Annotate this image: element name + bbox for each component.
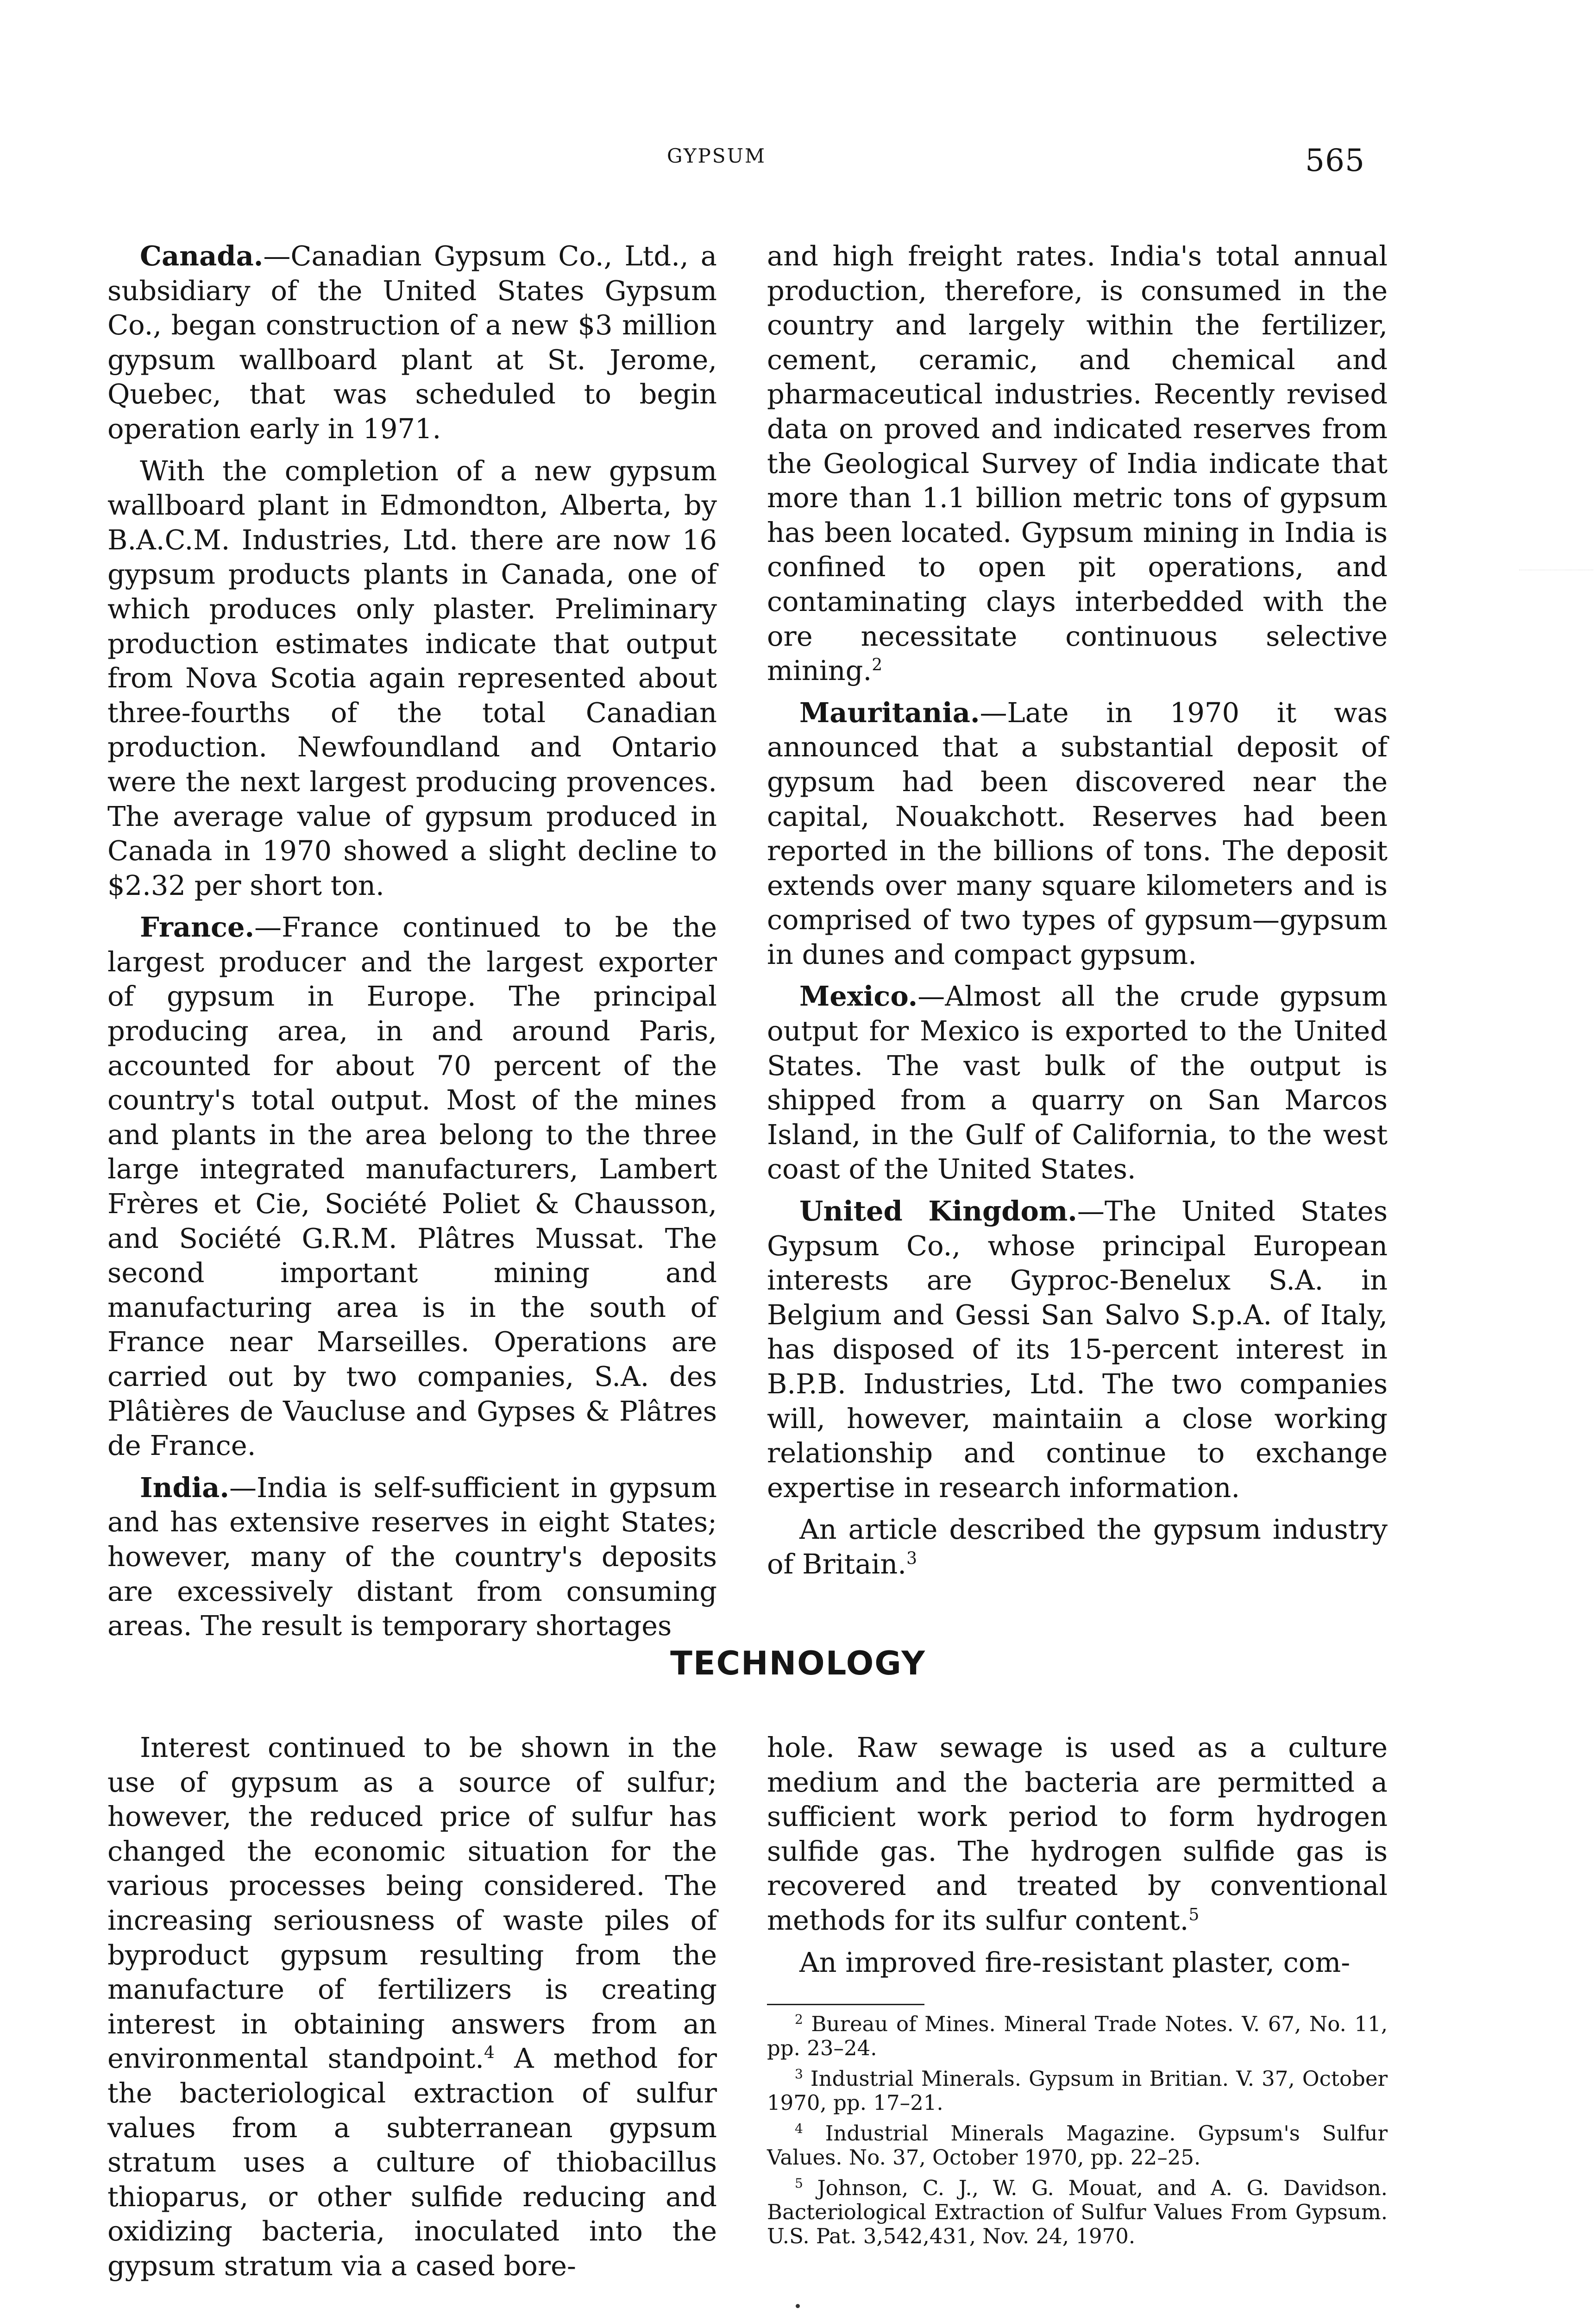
footnotes <box>767 2012 1388 2255</box>
footnote-item <box>767 2176 1388 2248</box>
footnote-ref-4: 4 <box>484 2043 495 2063</box>
paragraph-united-kingdom <box>767 1194 1388 1505</box>
britain-article-text: An article described the gypsum industry of Britain. <box>767 1513 1388 1580</box>
country-heading-mauritania: Mauritania. <box>799 696 980 729</box>
print-speck <box>796 2304 800 2308</box>
paragraph-technology-fire-plaster: An improved fire-resistant plaster, com- <box>799 1946 1351 1978</box>
running-head: GYPSUM <box>667 145 766 167</box>
country-heading-united-kingdom: United Kingdom. <box>799 1195 1077 1227</box>
footnote-text: Industrial Minerals. Gypsum in Britian. V. 37, October 1970, pp. 17–21. <box>767 2066 1388 2115</box>
paragraph-technology-1 <box>107 1731 717 2284</box>
france-text: —France continued to be the largest producer and the largest exporter of gypsum in Europe. The principal producing area, in and around Paris, accounted for about 70 percent of the country's total output. Most of the mines and plants in the area belong to the three large integrated manufacturers, Lambert Frères et Cie, Société Poliet & Chausson, and Société G.R.M. Plâtres Mussat. The second important mining and manufacturing area is in the south of France near Marseilles. Operations are carried out by two companies, S.A. des Plâtières de Vaucluse and Gypses & Plâtres de France. <box>107 911 717 1462</box>
footnote-number: 5 <box>795 2176 803 2191</box>
footnote-ref-3: 3 <box>906 1549 917 1568</box>
page-number: 565 <box>1305 143 1365 178</box>
paragraph-canada <box>107 239 717 447</box>
paragraph-mexico <box>767 979 1388 1187</box>
footnote-item <box>767 2067 1388 2115</box>
footnote-number: 4 <box>795 2121 803 2136</box>
column-right-top <box>767 239 1388 1589</box>
paragraph-canada-2: With the completion of a new gypsum wallboard plant in Edmondton, Alberta, by B.A.C.M. Industries, Ltd. there are now 16 gypsum products plants in Canada, one of which produces only plaster. Preliminary production estimates indicate that output from Nova Scotia again represented about three-fourths of the total Canadian production. Newfoundland and Ontario were the next largest producing provences. The average value of gypsum produced in Canada in 1970 showed a slight decline to $2.32 per short ton. <box>107 454 717 901</box>
footnote-ref-5: 5 <box>1188 1905 1200 1925</box>
footnote-rule <box>767 2004 924 2005</box>
united-kingdom-text: —The United States Gypsum Co., whose principal European interests are Gyproc-Benelux S.A. in Belgium and Gessi San Salvo S.p.A. of Italy, has disposed of its 15-percent interest in B.P.B. Industries, Ltd. The two companies will, however, maintaiin a close working relationship and continue to exchange expertise in research information. <box>767 1195 1388 1504</box>
footnote-item <box>767 2012 1388 2060</box>
india-text: —India is self-sufficient in gypsum and has extensive reserves in eight States; however, many of the country's deposits are excessively distant from consuming areas. The result is temporary shortages <box>107 1471 717 1642</box>
footnote-text: Industrial Minerals Magazine. Gypsum's Sulfur Values. No. 37, October 1970, pp. 22–25. <box>767 2121 1388 2170</box>
column-left-top <box>107 239 717 1651</box>
paragraph-india-cont <box>767 239 1388 688</box>
country-heading-india: India. <box>140 1471 229 1504</box>
technology-text-1: Interest continued to be shown in the use of gypsum as a source of sulfur; however, the reduced price of sulfur has changed the economic situation for the various processes being considered. The increasing seriousness of waste piles of byproduct gypsum resulting from the manufacture of fertilizers is creating interest in obtaining answers from an environmental standpoint. <box>107 1731 717 2075</box>
column-right-bottom <box>767 1731 1388 1987</box>
country-heading-canada: Canada. <box>140 240 264 272</box>
footnote-text: Bureau of Mines. Mineral Trade Notes. V. 67, No. 11, pp. 23–24. <box>767 2012 1388 2060</box>
footnote-number: 3 <box>795 2066 803 2082</box>
technology-text-3: hole. Raw sewage is used as a culture medium and the bacteria are permitted a sufficient work period to form hydrogen sulfide gas. The hydrogen sulfide gas is recovered and treated by conventional methods for its sulfur content. <box>767 1731 1388 1936</box>
paragraph-technology-cont <box>767 1731 1388 1938</box>
paragraph-france <box>107 910 717 1463</box>
india-text-cont: and high freight rates. India's total annual production, therefore, is consumed in the country and largely within the fertilizer, cement, ceramic, and chemical and pharmaceutical industries. Recently revised data on proved and indicated reserves from the Geological Survey of India indicate that more than 1.1 billion metric tons of gypsum has been located. Gypsum mining in India is confined to open pit operations, and contaminating clays interbedded with the ore necessitate continuous selective mining. <box>767 240 1388 687</box>
paragraph-mauritania <box>767 696 1388 972</box>
column-left-bottom <box>107 1731 717 2291</box>
footnote-ref-2: 2 <box>872 655 883 675</box>
footnote-item <box>767 2121 1388 2170</box>
technology-text-2: A method for the bacteriological extraction of sulfur values from a subterranean gypsum stratum uses a culture of thiobacillus thioparus, or other sulfide reducing and oxidizing bacteria, inoculated into the gypsum stratum via a cased bore- <box>107 2042 717 2282</box>
mexico-text: —Almost all the crude gypsum output for Mexico is exported to the United States. The vast bulk of the output is shipped from a quarry on San Marcos Island, in the Gulf of California, to the west coast of the United States. <box>767 980 1388 1185</box>
mauritania-text: —Late in 1970 it was announced that a substantial deposit of gypsum had been discovered near the capital, Nouakchott. Reserves had been reported in the billions of tons. The deposit extends over many square kilometers and is comprised of two types of gypsum—gypsum in dunes and compact gypsum. <box>767 696 1388 970</box>
section-heading-technology: TECHNOLOGY <box>670 1644 926 1682</box>
footnote-number: 2 <box>795 2012 803 2027</box>
paragraph-britain-article <box>767 1512 1388 1581</box>
footnote-text: Johnson, C. J., W. G. Mouat, and A. G. Davidson. Bacteriological Extraction of Sulfur Values From Gypsum. U.S. Pat. 3,542,431, Nov. 24, 1970. <box>767 2176 1388 2248</box>
canada-text: —Canadian Gypsum Co., Ltd., a subsidiary of the United States Gypsum Co., began construction of a new $3 million gypsum wallboard plant at St. Jerome, Quebec, that was scheduled to begin operation early in 1971. <box>107 240 717 445</box>
country-heading-france: France. <box>140 911 255 944</box>
country-heading-mexico: Mexico. <box>799 980 918 1013</box>
paragraph-india <box>107 1471 717 1643</box>
